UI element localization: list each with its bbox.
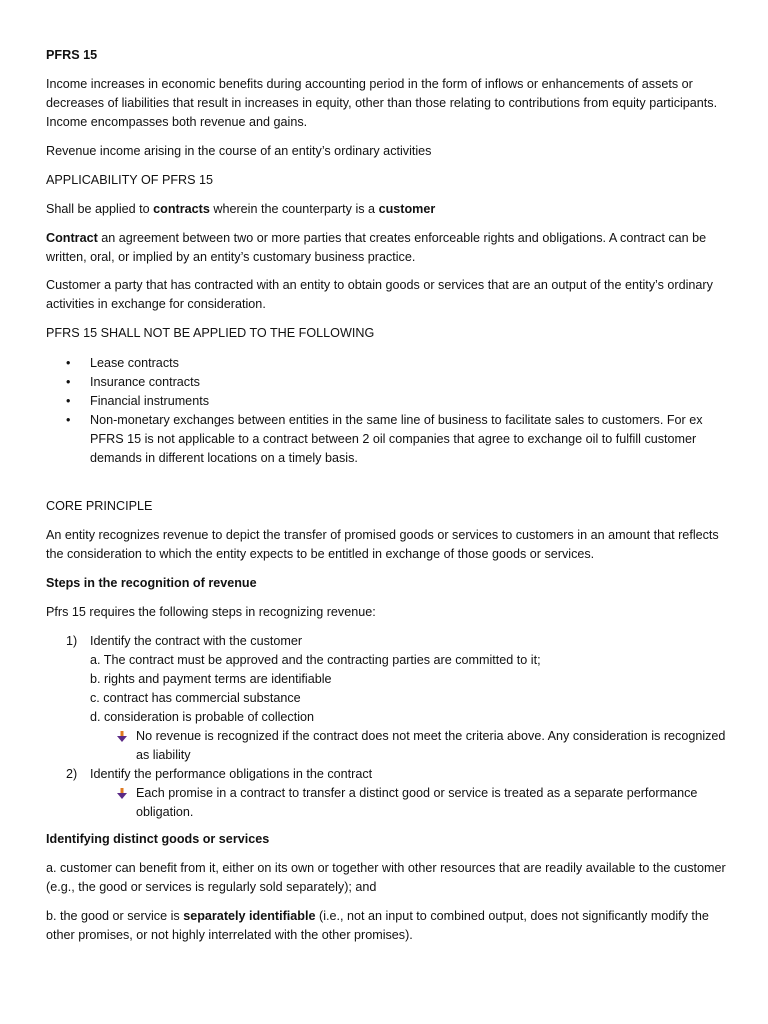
step-number: 1) — [66, 634, 78, 648]
distinct-criterion-a: a. customer can benefit from it, either on its own or together with other resources that are readily available to the customer (e.g., the good or services is regularly sold separately); and — [46, 861, 726, 894]
arrow-down-icon — [116, 731, 128, 743]
not-applied-heading: PFRS 15 SHALL NOT BE APPLIED TO THE FOLLOWING — [46, 326, 375, 340]
document-title: PFRS 15 — [46, 48, 98, 62]
step-number: 2) — [66, 767, 78, 781]
shall-apply-contracts: contracts — [153, 202, 210, 216]
bullet-icon: • — [66, 413, 71, 427]
core-principle-heading: CORE PRINCIPLE — [46, 499, 153, 513]
step-label: Identify the performance obligations in the contract — [90, 767, 373, 781]
applicability-heading: APPLICABILITY OF PFRS 15 — [46, 173, 214, 187]
exclusions-list — [46, 354, 726, 468]
step-2-note: Each promise in a contract to transfer a distinct good or service is treated as a separate performance obligation. — [46, 784, 726, 822]
steps-intro: Pfrs 15 requires the following steps in recognizing revenue: — [46, 605, 376, 619]
separately-identifiable: separately identifiable — [183, 909, 316, 923]
shall-apply-customer: customer — [378, 202, 436, 216]
criteria-item: d. consideration is probable of collection — [90, 710, 315, 724]
shall-apply-text — [46, 200, 726, 219]
core-principle-text: An entity recognizes revenue to depict the transfer of promised goods or services to customers in an amount that reflects the consideration to which the entity expects to be entitled in exchange of those goods or services. — [46, 528, 719, 561]
step-label: Identify the contract with the customer — [90, 634, 303, 648]
list-item: • Lease contracts — [46, 354, 726, 373]
step-2 — [46, 765, 726, 784]
list-item: • Financial instruments — [46, 392, 726, 411]
criteria-item: a. The contract must be approved and the contracting parties are committed to it; — [90, 653, 541, 667]
distinct-criterion-b: b. the good or service is separately identifiable (i.e., not an input to combined output, does not significantly modify the other promises, or not highly interrelated with the other promises). — [46, 909, 709, 942]
revenue-definition: Revenue income arising in the course of an entity’s ordinary activities — [46, 144, 432, 158]
contract-text: an agreement between two or more parties that creates enforceable rights and obligations. A contract can be written, oral, or implied by an entity’s customary business practice. — [46, 231, 707, 264]
contract-definition — [46, 229, 726, 267]
bullet-icon: • — [66, 375, 71, 389]
step-1-note: No revenue is recognized if the contract does not meet the criteria above. Any consideration is recognized as liability — [46, 727, 726, 765]
steps-list — [46, 632, 726, 822]
bullet-icon: • — [66, 356, 71, 370]
steps-heading: Steps in the recognition of revenue — [46, 576, 257, 590]
bullet-icon: • — [66, 394, 71, 408]
step-1 — [46, 632, 726, 651]
shall-apply-a: Shall be applied to — [46, 202, 154, 216]
list-item: • Insurance contracts — [46, 373, 726, 392]
customer-definition: Customer a party that has contracted with an entity to obtain goods or services that are an output of the entity’s ordinary activities in exchange for consideration. — [46, 278, 713, 311]
income-definition: Income increases in economic benefits during accounting period in the form of inflows or enhancements of assets or decreases of liabilities that result in increases in equity, other than those relating to contributions from equity participants. Income encompasses both revenue and gains. — [46, 77, 718, 129]
list-item: • Non-monetary exchanges between entities in the same line of business to facilitate sales to customers. For ex PFRS 15 is not applicable to a contract between 2 oil companies that agree to exchange oil to fulfill customer demands in different locations on a timely basis. — [66, 413, 703, 465]
criteria-item: b. rights and payment terms are identifiable — [90, 672, 332, 686]
shall-apply-c: wherein the counterparty is a — [209, 202, 379, 216]
distinct-heading: Identifying distinct goods or services — [46, 832, 270, 846]
criteria-item: c. contract has commercial substance — [90, 691, 301, 705]
contract-term: Contract — [46, 231, 98, 245]
arrow-down-icon — [116, 788, 128, 800]
